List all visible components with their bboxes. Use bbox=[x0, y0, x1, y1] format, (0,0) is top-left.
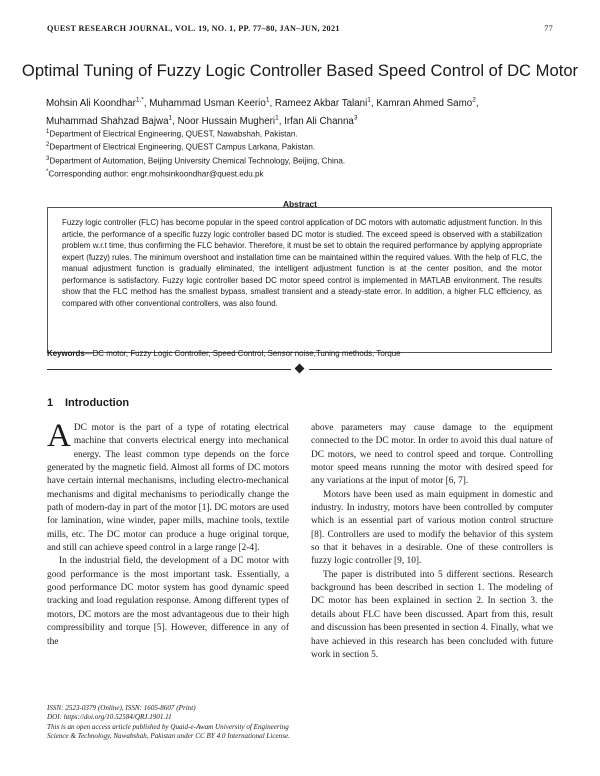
intro-paragraph-5: The paper is distributed into 5 different sections. Research background has been described in section 1. The modeling of DC motor has been explained in section 2. In section 3. the details about FLC have been discussed. Apart from this, result and discussion has been presented in section 4. Finally, what we have achieved in this research has been concluded with future work in section 5. bbox=[311, 569, 553, 660]
abstract-text: Fuzzy logic controller (FLC) has become popular in the speed control application of DC motors with automatic adjustment function. In this article, the performance of a specific fuzzy logic controller based DC motor is studied. The exceed speed is observed with a stabilization problem w.r.t time, thus confirming the FLC behavior. Therefore, it must be set to obtain the required performance by applying appropriate expert (fuzzy) rules. The minimum overshoot and installation time can be maintained within the required values. With the help of FLC, the manual adjustment function is gradually eliminated, the intelligent adjustment function is at the center position, and the motor performance is satisfactory. Fuzzy logic controller based DC motor speed control is implemented in MATLAB environment. The results show that the FLC method has the smallest bypass, smallest transient and a steady-state error. In addition, a higher FLC efficiency, as compared with other conventional controllers, was also found. bbox=[62, 218, 542, 308]
author bbox=[376, 98, 481, 109]
author-separator: , bbox=[143, 98, 150, 110]
affiliation-text: Department of Automation, Beijing University Chemical Technology, Beijing, China. bbox=[49, 156, 346, 166]
author-separator: , bbox=[278, 115, 285, 127]
section-number: 1 bbox=[47, 397, 54, 409]
divider-right bbox=[309, 369, 552, 370]
footnote-license: This is an open access article published by Quaid-e-Awam University of Engineering Science & Technology, Nawabshah, Pakistan under CC BY 4.0 International License. bbox=[47, 722, 290, 741]
intro-paragraph-1 bbox=[47, 418, 289, 555]
page-number: 77 bbox=[544, 24, 553, 33]
keywords-text: —DC motor, Fuzzy Logic Controller, Speed Control, Sensor noise,Tuning methods, Torque bbox=[84, 349, 401, 358]
author-separator: , bbox=[475, 98, 482, 110]
section-heading bbox=[47, 397, 129, 409]
keywords bbox=[47, 349, 552, 358]
affiliation bbox=[46, 167, 561, 180]
intro-paragraph-4: Motors have been used as main equipment in domestic and industry. In industry, motors have been controlled by computer which is an essential part of various motion control structure [8]. Controllers are used to modify the behavior of this system so that it behaves in a desirable. One of these controllers is fuzzy logic controller [9, 10]. bbox=[311, 489, 553, 567]
author-name: Muhammad Shahzad Bajwa bbox=[46, 115, 169, 127]
affiliation bbox=[46, 127, 561, 140]
author bbox=[46, 116, 178, 127]
affiliation bbox=[46, 154, 561, 167]
footnote-issn: ISSN: 2523-0379 (Online), ISSN: 1605-8607 (Print) bbox=[47, 704, 196, 712]
affiliation-mark: 2 bbox=[46, 142, 50, 149]
author bbox=[149, 98, 275, 109]
author-separator: , bbox=[269, 98, 275, 110]
body-column-left bbox=[47, 418, 289, 649]
footnote bbox=[47, 704, 295, 742]
footnote-doi: DOI: https://doi.org/10.52584/QRJ.1901.11 bbox=[47, 713, 172, 722]
author-separator: , bbox=[370, 98, 377, 110]
paper-title: Optimal Tuning of Fuzzy Logic Controller Based Speed Control of DC Motor bbox=[21, 61, 579, 80]
author-affiliation-mark: 1 bbox=[275, 114, 279, 122]
affiliation-mark: 1 bbox=[46, 129, 50, 135]
author-separator: , bbox=[172, 115, 178, 127]
affiliation-mark: 3 bbox=[46, 155, 50, 162]
author bbox=[284, 116, 357, 127]
author-name: Kamran Ahmed Samo bbox=[376, 98, 473, 110]
affiliation-list bbox=[46, 127, 561, 180]
divider-left bbox=[47, 369, 291, 370]
author-affiliation-mark: 1,* bbox=[135, 97, 144, 104]
author-name: Rameez Akbar Talani bbox=[274, 98, 368, 110]
journal-citation: QUEST RESEARCH JOURNAL, VOL. 19, NO. 1, PP. 77–80, JAN–JUN, 2021 bbox=[47, 24, 340, 33]
diamond-ornament-icon bbox=[295, 364, 305, 374]
author-name: Irfan Ali Channa bbox=[284, 115, 354, 127]
intro-paragraph-3: above parameters may cause damage to the equipment connected to the DC motor. In order to avoid this dual nature of DC motors, we need to control speed and torque. Controlling motor speed means running the motor with desired speed for any variations at the input of motor [6, 7]. bbox=[311, 423, 553, 487]
affiliation-text: Department of Electrical Engineering, QUEST, Nawabshah, Pakistan. bbox=[49, 129, 298, 139]
drop-cap: A bbox=[47, 418, 71, 454]
running-head bbox=[47, 24, 553, 33]
author-affiliation-mark: 2 bbox=[472, 97, 476, 104]
author-affiliation-mark: 1 bbox=[168, 114, 173, 122]
intro-paragraph-2: In the industrial field, the development of a DC motor with good performance is the most important task. Essentially, a good performance DC motor system has good dynamic speed tracking and load regulation response. Among different types of motors, DC motors are the most advantageous due to their high compressibility and torque [5]. However, difference in any of the bbox=[47, 556, 289, 647]
section-title: Introduction bbox=[65, 397, 130, 409]
affiliation bbox=[46, 140, 561, 153]
affiliation-text: Department of Electrical Engineering, QUEST Campus Larkana, Pakistan. bbox=[49, 142, 316, 152]
author-list bbox=[46, 94, 561, 129]
keywords-label: Keywords bbox=[47, 349, 85, 358]
affiliation-text: Corresponding author: engr.mohsinkoondhar@quest.edu.pk bbox=[48, 169, 264, 179]
author bbox=[275, 98, 376, 109]
author-affiliation-mark: 3 bbox=[353, 114, 358, 122]
author-name: Muhammad Usman Keerio bbox=[149, 98, 266, 110]
abstract-heading: Abstract bbox=[283, 199, 317, 209]
author-name: Noor Hussain Mugheri bbox=[177, 115, 276, 127]
intro-paragraph-1-text: DC motor is the part of a type of rotating electrical machine that converts electrical energy into mechanical energy. The least common type depends on the force generated by the magnetic field. Almost all forms of DC motors have certain internal mechanisms, including electro-mechanical mechanisms and digital mechanisms to periodically change the path of modern-day in part of the motor [1]. DC motors are used for lamination, wine winder, paper mills, machine tools, textile mills, etc. The DC motor can produce a huge original torque, and still can achieve speed control in a large range [2-4]. bbox=[47, 423, 289, 554]
affiliation-mark: * bbox=[46, 168, 49, 175]
author bbox=[46, 98, 149, 109]
author bbox=[178, 116, 285, 127]
author-affiliation-mark: 1 bbox=[367, 97, 371, 104]
author-name: Mohsin Ali Koondhar bbox=[46, 98, 136, 110]
body-column-right bbox=[311, 422, 553, 662]
author-affiliation-mark: 1 bbox=[265, 97, 270, 104]
